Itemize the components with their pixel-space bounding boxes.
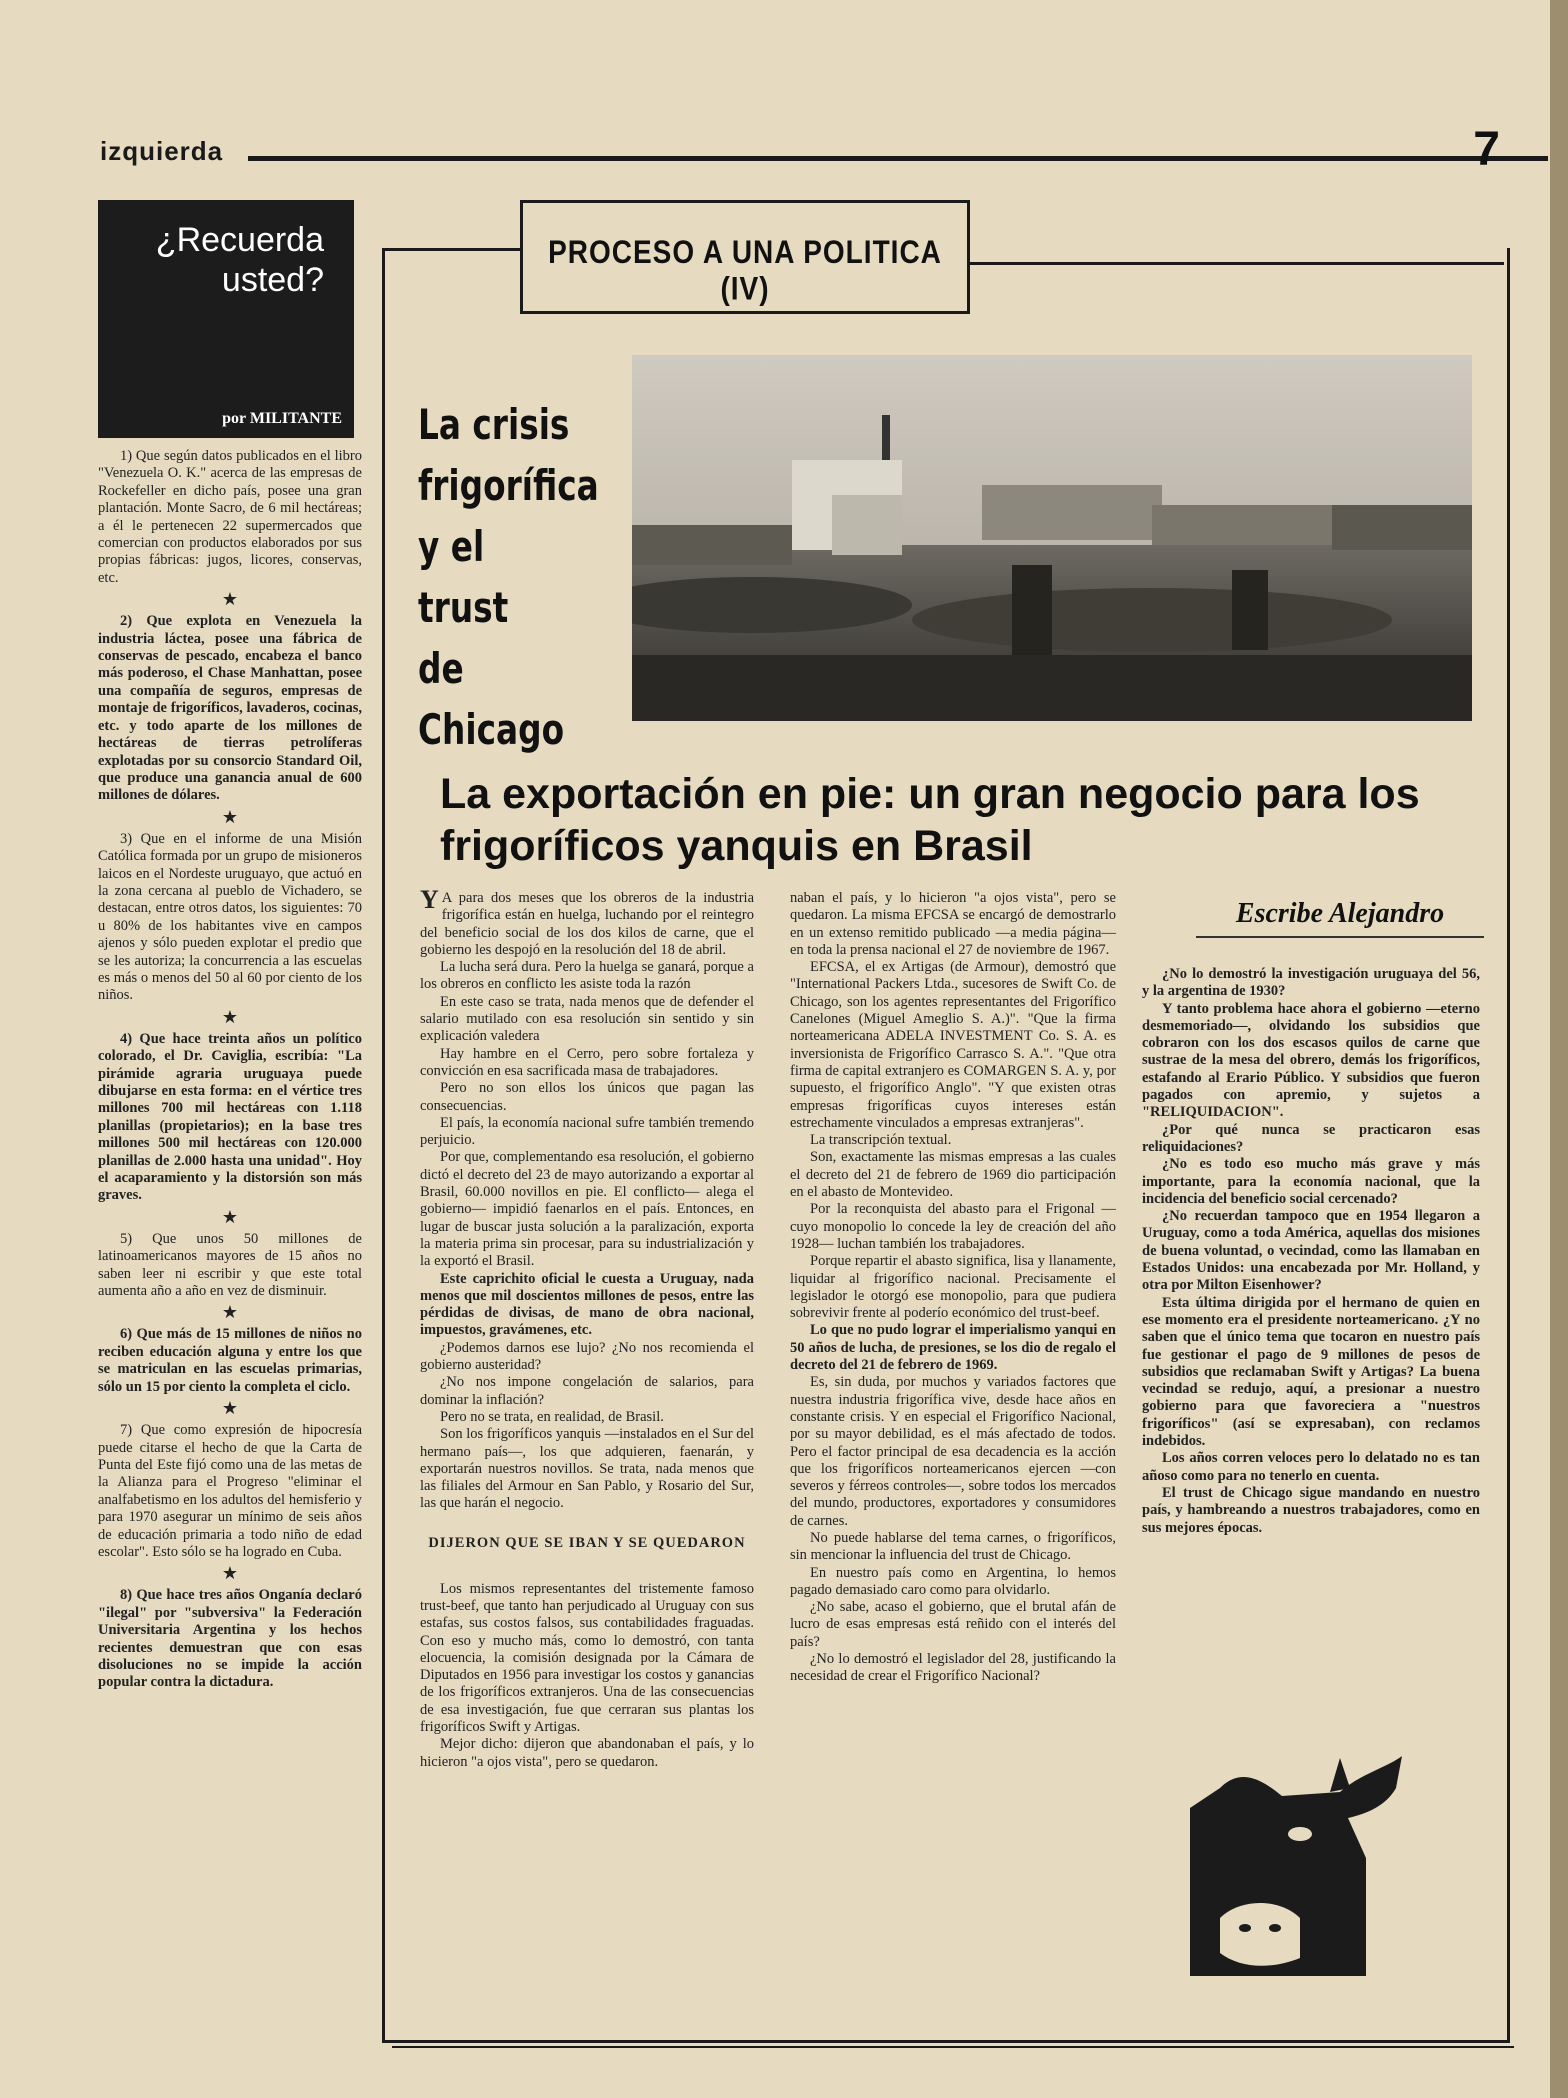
star-separator: ★	[221, 1006, 239, 1027]
article-paragraph: ¿No nos impone congelación de salarios, para dominar la inflación?	[420, 1374, 754, 1408]
article-paragraph: Este caprichito oficial le cuesta a Uruguay, nada menos que mil doscientos millones de pesos, entre las pérdidas de divisas, de mano de obra nacional, impuestos, gravámenes, etc.	[420, 1270, 754, 1339]
sidebar-item	[98, 448, 362, 587]
byline-rule	[1196, 936, 1484, 938]
article-paragraph: ¿No es todo eso mucho más grave y más importante, para la economía nacional, que la incidencia del beneficio social cercenado?	[1142, 1156, 1480, 1207]
star-separator: ★	[221, 589, 239, 610]
sidebar-item-text: 6) Que más de 15 millones de niños no reciben educación alguna y entre los que se matriculan en las escuelas primarias, sólo un 15 por ciento la completa el ciclo.	[98, 1326, 362, 1395]
byline: Escribe Alejandro	[1235, 898, 1445, 929]
star-separator: ★	[221, 1302, 239, 1323]
sidebar-item	[98, 1031, 362, 1205]
article-paragraph: Mejor dicho: dijeron que abandonaban el país, y lo hicieron "a ojos vista", pero se quedaron.	[420, 1736, 754, 1770]
factory-photo-illustration	[632, 355, 1472, 721]
series-label-box	[520, 200, 970, 314]
frame-top-rule-left	[382, 248, 520, 251]
sidebar-item-text: 3) Que en el informe de una Misión Católica formada por un grupo de misioneros laicos en el Nordeste uruguayo, que actuó en la zona cercana al pueblo de Vichadero, se destacan, entre otros datos, los siguientes: 70 u 80% de los habitantes vive en campos ajenos y sólo pueden explotar el predio que se les autoriza; la concurrencia a las escuelas es más o menos del 50 al 60 por ciento de los niños.	[98, 830, 362, 1004]
sidebar-item-text: 7) Que como expresión de hipocresía puede citarse el hecho de que la Carta de Punta del Este fijó como una de las metas de la Alianza para el Progreso "eliminar el analfabetismo en los adultos del hemisferio y para 1970 asegurar un mínimo de seis años de educación primaria a todo niño de edad escolar". Esto sólo se ha logrado en Cuba.	[98, 1422, 362, 1560]
sidebar-author: por MILITANTE	[222, 410, 342, 427]
sidebar-item	[98, 1326, 362, 1396]
kicker-title	[418, 394, 599, 760]
sidebar-item-text: 5) Que unos 50 millones de latinoamericanos mayores de 15 años no saben leer ni escribir y que este total aumenta año a año en vez de disminuir.	[98, 1230, 362, 1300]
page-edge	[1550, 0, 1568, 2098]
star-separator: ★	[221, 1398, 239, 1419]
masthead-rule	[248, 156, 1548, 161]
sidebar-item	[98, 831, 362, 1005]
kicker-line: La crisis	[418, 400, 570, 449]
article-paragraph: Es, sin duda, por muchos y variados factores que nuestra industria frigorífica vive, desde hace años en constante crisis. Y en especial el Frigorífico Nacional, por su mayor debilidad, es el más afectado de todos. Pero el factor principal de esa decadencia es la acción que los frigoríficos norteamericanos ejercen —con severos y férreos controles—, sobre todos los mercados del mundo, productores, exportadores y consumidores de carnes.	[790, 1374, 1116, 1529]
article-paragraph: El país, la economía nacional sufre también tremendo perjuicio.	[420, 1114, 754, 1149]
article-paragraph: Los años corren veloces pero lo delatado no es tan añoso como para no tenerlo en cuenta.	[1142, 1450, 1480, 1484]
article-paragraph: La lucha será dura. Pero la huelga se ganará, porque a los obreros en conflicto les asiste toda la razón	[420, 959, 754, 993]
kicker-line: y el trust	[418, 522, 509, 632]
article-paragraph: EFCSA, el ex Artigas (de Armour), demostró que "International Packers Ltda., sucesores de Swift Co. de Chicago, son los agentes representantes del Frigorífico Canelones (Miguel Ameglio S. A.)". "Que la firma norteamericana ADELA INVESTMENT Co. S. A. es inversionista de Frigorífico Carrasco S. A.". "Que otra firma de capital extranjero es COMARGEN S. A. y, por supuesto, el frigorífico Anglo". "Y que existen otras empresas frigoríficas cuyos intereses están estrechamente vinculados a empresas extranjeras".	[790, 959, 1116, 1131]
article-column-1	[420, 885, 754, 1771]
series-label: PROCESO A UNA POLITICA (IV)	[548, 234, 942, 307]
article-paragraph: Porque repartir el abasto significa, lisa y llanamente, liquidar al frigorífico nacional. Precisamente el legislador le otorgó ese monopolio, para que pudiera sobrevivir frente al poderío económico del trust-beef.	[790, 1253, 1116, 1322]
kicker-line: de Chicago	[418, 644, 565, 754]
article-paragraph: ¿No lo demostró el legislador del 28, justificando la necesidad de crear el Frigorífico Nacional?	[790, 1651, 1116, 1685]
article-column-2	[790, 890, 1116, 1686]
article-paragraph: En este caso se trata, nada menos que de defender el salario mutilado con esa resolución sin sentido y sin explicación valedera	[420, 993, 754, 1045]
article-paragraph	[420, 885, 754, 959]
factory-photo	[632, 355, 1472, 721]
sidebar-item	[98, 1587, 362, 1691]
article-column-3	[1142, 966, 1480, 1537]
article-paragraph: El trust de Chicago sigue mandando en nuestro país, y hambreando a nuestros trabajadores, como en sus mejores épocas.	[1142, 1484, 1480, 1536]
star-separator: ★	[221, 1206, 239, 1227]
article-paragraph: Y tanto problema hace ahora el gobierno —eterno desmemoriado—, olvidando los subsidios que cobraron con los dos escasos quilos de carne que sustrae de la mesa del obrero, demás los frigoríficos, estafando al Erario Público. Y subsidios que fueron pagados con apremio, y sujetos a "RELIQUIDACION".	[1142, 1000, 1480, 1121]
sidebar-item-text: 1) Que según datos publicados en el libro "Venezuela O. K." acerca de las empresas de Rockefeller en dicho país, posee una gran plantación. Monte Sacro, de 6 mil hectáreas; a él le pertenecen 22 supermercados que comercian con productos elaborados por sus propias fábricas: jugos, licores, conservas, etc.	[98, 448, 362, 586]
sidebar-title-box	[98, 200, 354, 438]
kicker-line: frigorífica	[418, 461, 599, 510]
sidebar-item	[98, 1422, 362, 1561]
masthead	[100, 123, 1500, 176]
article-paragraph: Son los frigoríficos yanquis —instalados en el Sur del hermano país—, los que adquieren, faenarán, y exportarán nuestros novillos. Se trata, nada menos que las filiales del Armour en San Pablo, y Rosario del Sur, las que harán el negocio.	[420, 1426, 754, 1512]
frame-top-rule-right	[968, 262, 1504, 265]
article-paragraph: Son, exactamente las mismas empresas a las cuales el decreto del 21 de febrero de 1969 dio participación en el abasto de Montevideo.	[790, 1149, 1116, 1201]
sidebar-title: ¿Recuerda usted?	[155, 221, 324, 299]
sidebar-item	[98, 1231, 362, 1301]
article-paragraph: Pero no se trata, en realidad, de Brasil.	[440, 1408, 664, 1425]
article-subhead: DIJERON QUE SE IBAN Y SE QUEDARON	[428, 1534, 746, 1551]
article-paragraph: naban el país, y lo hicieron "a ojos vista", pero se quedaron. La misma EFCSA se encargó de demostrarlo en un extenso remitido publicado —a media página— en toda la prensa nacional el 27 de noviembre de 1967.	[790, 890, 1116, 958]
sidebar-item-text: 2) Que explota en Venezuela la industria láctea, posee una fábrica de conservas de pescado, encabeza el banco más poderoso, el Chase Manhattan, posee una compañía de seguros, empresas de montaje de frigoríficos, lavaderos, cocinas, etc. y todo aparte de los millones de hectáreas de tierras petrolíferas explotadas por su consorcio Standard Oil, que produce una ganancia anual de 600 millones de dólares.	[98, 613, 362, 804]
paragraph-text: A para dos meses que los obreros de la industria frigorífica están en huelga, luchando por el reintegro del beneficio social de los dos kilos de carne, que el gobierno les despojó en la resolución del 18 de abril.	[420, 890, 754, 958]
headline: La exportación en pie: un gran negocio para los frigoríficos yanquis en Brasil	[440, 770, 1420, 870]
article-paragraph: ¿No sabe, acaso el gobierno, que el brutal afán de lucro de esas empresas está reñido con el interés del país?	[790, 1599, 1116, 1650]
article-paragraph: La transcripción textual.	[810, 1132, 952, 1149]
section-name: izquierda	[100, 136, 224, 166]
frame-bottom-rule	[392, 2046, 1514, 2048]
article-paragraph: Esta última dirigida por el hermano de quien en ese momento era el presidente norteamericano. ¿Y no saben que el único tema que tocaron en nuestro país fue gestionar el pago de 9 millones de pesos de subsidios que reclamaban Swift y Artigas? La buena vecindad se redujo, aquí, a presionar a nuestro gobierno para que favoreciera a "nuestros frigoríficos" (así se expresaban), con reclamos indebidos.	[1142, 1294, 1480, 1450]
article-paragraph: Por que, complementando esa resolución, el gobierno dictó el decreto del 23 de mayo autorizando a exportar al Brasil, 60.000 novillos en pie. El conflicto— alega el gobierno— impidió faenarlos en el país. Entonces, en lugar de buscar justa solución a la paralización, exporta la materia prima sin procesar, para su industrialización y la exportó el Brasil.	[420, 1149, 754, 1270]
article-paragraph: ¿No lo demostró la investigación uruguaya del 56, y la argentina de 1930?	[1142, 966, 1480, 1000]
article-paragraph: Los mismos representantes del tristemente famoso trust-beef, que tanto han perjudicado al Uruguay con sus estafas, sus costos falsos, sus contabilidades fraguadas. Con eso y mucho más, como lo demostró, con tanta elocuencia, la comisión designada por la Cámara de Diputados en 1956 para investigar los costos y ganancias de los frigoríficos extranjeros. Una de las consecuencias de esa investigación, fue que cerraran sus plantas los frigoríficos Swift y Artigas.	[420, 1580, 754, 1736]
sidebar-item-text: 8) Que hace tres años Onganía declaró "ilegal" por "subversiva" la Federación Universitaria Argentina y los hechos recientes demuestran que con esas disoluciones no se impide la acción popular contra la dictadura.	[98, 1587, 362, 1691]
article-paragraph: Lo que no pudo lograr el imperialismo yanqui en 50 años de lucha, de presiones, se los dio de regalo el decreto del 21 de febrero de 1969.	[790, 1322, 1116, 1374]
article-paragraph: ¿Podemos darnos ese lujo? ¿No nos recomienda el gobierno austeridad?	[420, 1339, 754, 1374]
article-paragraph: Por la reconquista del abasto para el Frigonal —cuyo monopolio lo concede la ley de creación del año 1928— luchan también los trabajadores.	[790, 1201, 1116, 1252]
star-separator: ★	[221, 806, 239, 827]
sidebar-item-text: 4) Que hace treinta años un político colorado, el Dr. Caviglia, escribía: "La pirámide agraria uruguaya puede dibujarse en esta forma: en el vértice tres millones 700 mil hectáreas con 1.118 planillas (propietarios); en la base tres millones 500 mil hectáreas con 120.000 planillas de 2.000 hasta una unidad". Hoy el acaparamiento y la distorsión son más graves.	[98, 1030, 362, 1204]
drop-cap: Y	[420, 885, 439, 914]
page-number: 7	[1473, 123, 1500, 176]
article-paragraph: No puede hablarse del tema carnes, o frigoríficos, sin mencionar la influencia del trust de Chicago.	[790, 1529, 1116, 1564]
star-separator: ★	[221, 1563, 239, 1584]
sidebar-item	[98, 613, 362, 804]
article-paragraph: ¿Por qué nunca se practicaron esas reliquidaciones?	[1142, 1121, 1480, 1155]
article-paragraph: Hay hambre en el Cerro, pero sobre fortaleza y convicción en esa sacrificada masa de trabajadores.	[420, 1045, 754, 1079]
bull-illustration	[1190, 1748, 1406, 1976]
article-paragraph: ¿No recuerdan tampoco que en 1954 llegaron a Uruguay, como a toda América, aquellas dos misiones de buena voluntad, o vecindad, como las llamaban en Estados Unidos: una encabezada por Mr. Holland, y otra por Milton Eisenhower?	[1142, 1208, 1480, 1294]
article-paragraph: Pero no son ellos los únicos que pagan las consecuencias.	[420, 1080, 754, 1114]
sidebar-column	[98, 448, 362, 2048]
article-paragraph: En nuestro país como en Argentina, lo hemos pagado demasiado caro como para olvidarlo.	[790, 1564, 1116, 1598]
